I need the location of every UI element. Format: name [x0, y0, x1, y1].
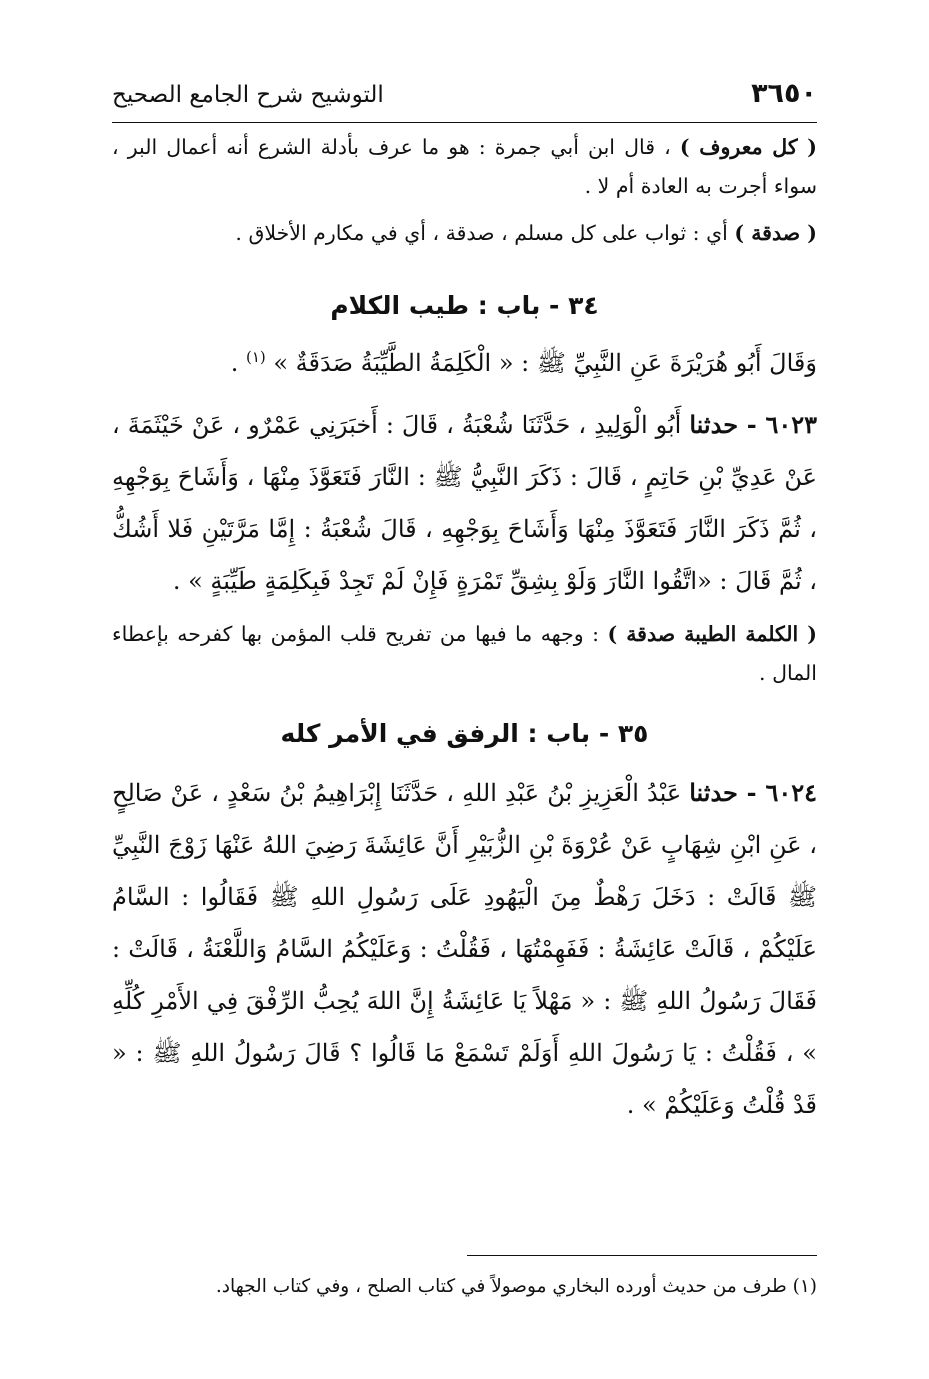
hadith-6024 — [112, 767, 817, 1131]
footnote-divider — [467, 1255, 817, 1256]
page-body — [112, 128, 817, 1131]
intro-end: . — [230, 349, 246, 377]
hadith-number: ٦٠٢٤ - حدثنا — [689, 778, 817, 807]
footnote-reference: (١) — [245, 348, 266, 366]
commentary-sadaqa — [112, 214, 817, 253]
chapter-34-intro — [112, 335, 817, 385]
hadith-text: أَبُو الْوَلِيدِ ، حَدَّثَنَا شُعْبَةُ ، قَالَ : أَخبَرَنِي عَمْرٌو ، عَنْ خَيْثَمَةَ ، عَنْ عَدِيِّ بْنِ حَاتِمٍ ، قَالَ : ذَكَرَ النَّبِيُّ ﷺ : النَّارَ فَتَعَوَّذَ مِنْهَا ، وَأَشَاحَ بِوَجْهِهِ ، ثُمَّ ذَكَرَ النَّارَ فَتَعَوَّذَ مِنْهَا وَأَشَاحَ بِوَجْهِهِ ، قَالَ شُعْبَةُ : إِمَّا مَرَّتَيْنِ فَلا أَشُكُّ ، ثُمَّ قَالَ : «اتَّقُوا النَّارَ وَلَوْ بِشِقِّ تَمْرَةٍ فَإِنْ لَمْ تَجِدْ فَبِكَلِمَةٍ طَيِّبَةٍ » . — [112, 411, 817, 595]
page-number: ٣٦٥٠ — [751, 78, 817, 109]
hadith-number: ٦٠٢٣ - حدثنا — [689, 410, 817, 439]
running-header — [112, 76, 817, 123]
commentary-term: ( الكلمة الطيبة صدقة ) — [607, 622, 817, 646]
chapter-heading-34: ٣٤ - باب : طيب الكلام — [330, 291, 599, 320]
intro-text: وَقَالَ أَبُو هُرَيْرَةَ عَنِ النَّبِيِّ ﷺ : « الْكَلِمَةُ الطَّيِّبَةُ صَدَقَةٌ » — [265, 349, 817, 377]
commentary-text: أي : ثواب على كل مسلم ، صدقة ، أي في مكارم الأخلاق . — [235, 221, 735, 245]
commentary-kalima — [112, 615, 817, 693]
commentary-text: : وجهه ما فيها من تفريح قلب المؤمن بها كفرحه بإعطاء المال . — [112, 622, 817, 685]
hadith-text: عَبْدُ الْعَزِيزِ بْنُ عَبْدِ اللهِ ، حَدَّثَنَا إِبْرَاهِيمُ بْنُ سَعْدٍ ، عَنْ صَالِحٍ ، عَنِ ابْنِ شِهَابٍ عَنْ عُرْوَةَ بْنِ الزُّبَيْرِ أَنَّ عَائِشَةَ رَضِيَ اللهُ عَنْهَا زَوْجَ النَّبِيِّ ﷺ قَالَتْ : دَخَلَ رَهْطٌ مِنَ الْيَهُودِ عَلَى رَسُولِ اللهِ ﷺ فَقَالُوا : السَّامُ عَلَيْكُمْ ، قَالَتْ عَائِشَةُ : فَفَهِمْتُهَا ، فَقُلْتُ : وَعَلَيْكُمُ السَّامُ وَاللَّعْنَةُ ، قَالَتْ : فَقَالَ رَسُولُ اللهِ ﷺ : « مَهْلاً يَا عَائِشَةُ إِنَّ اللهَ يُحِبُّ الرِّفْقَ فِي الأَمْرِ كُلِّهِ » ، فَقُلْتُ : يَا رَسُولَ اللهِ أَوَلَمْ تَسْمَعْ مَا قَالُوا ؟ قَالَ رَسُولُ اللهِ ﷺ : « قَدْ قُلْتُ وَعَلَيْكُمْ » . — [112, 779, 817, 1119]
hadith-6023 — [112, 399, 817, 607]
commentary-term: ( صدقة ) — [734, 221, 817, 245]
running-title: التوشيح شرح الجامع الصحيح — [112, 82, 384, 108]
commentary-term: ( كل معروف ) — [679, 135, 817, 159]
commentary-maruf — [112, 128, 817, 206]
chapter-heading-35: ٣٥ - باب : الرفق في الأمر كله — [280, 719, 649, 748]
commentary-text: ، قال ابن أبي جمرة : هو ما عرف بأدلة الشرع أنه أعمال البر ، سواء أجرت به العادة أم لا . — [112, 135, 817, 198]
footnote: (١) طرف من حديث أورده البخاري موصولاً في كتاب الصلح ، وفي كتاب الجهاد. — [215, 1276, 817, 1297]
